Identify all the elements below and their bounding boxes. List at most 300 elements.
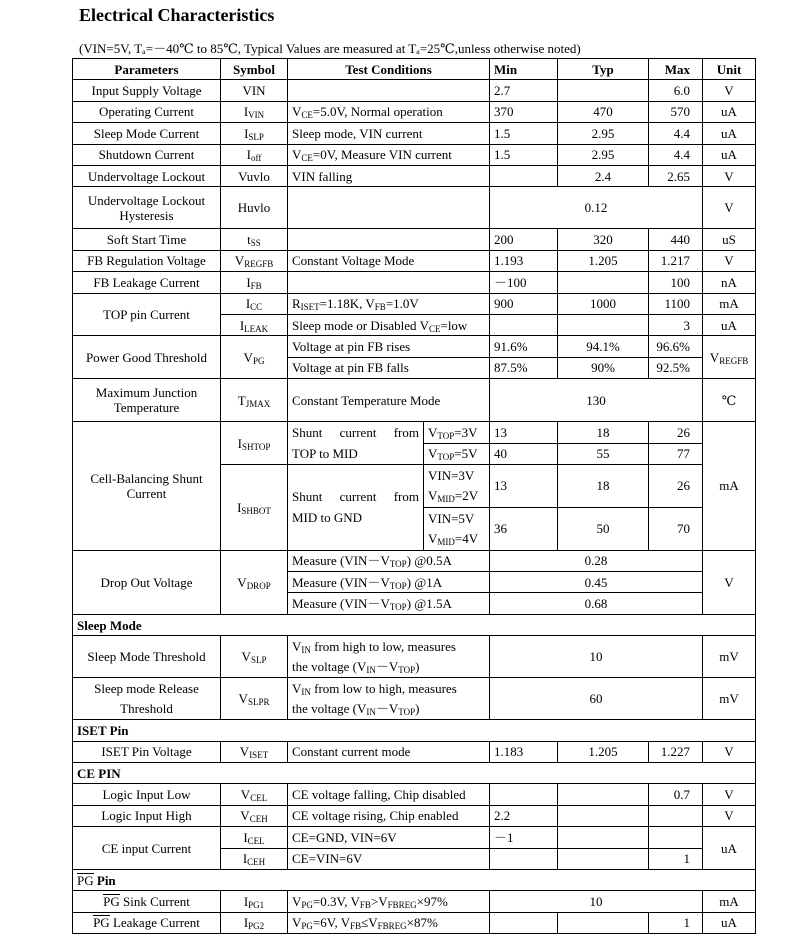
conditions-cell [288, 550, 490, 571]
param-cell: Power Good Threshold [73, 336, 221, 379]
l1 [292, 679, 485, 699]
sym: I [245, 296, 251, 312]
conditions-cell: Constant current mode [288, 741, 490, 762]
symbol-cell [221, 144, 288, 165]
min-cell: 900 [490, 293, 558, 314]
typ-cell [558, 805, 649, 826]
typ-cell [558, 848, 649, 869]
sym-sub: REGFB [244, 259, 274, 270]
param-cell: Undervoltage Lockout [73, 165, 221, 186]
symbol-cell [221, 250, 288, 271]
v-sub: TOP [437, 452, 455, 463]
t: R [292, 296, 301, 312]
b: from high to low, measures [310, 638, 456, 654]
sym: I [246, 147, 251, 163]
v-line [428, 486, 485, 506]
v1: VIN=5V [428, 510, 475, 526]
min-cell: －100 [490, 272, 558, 293]
sym: I [243, 894, 249, 910]
a: V [292, 638, 302, 654]
table-row [73, 827, 756, 848]
typ-cell: 18 [558, 422, 649, 444]
min-cell: 1.183 [490, 741, 558, 762]
table-row [73, 891, 756, 912]
symbol-cell [221, 465, 288, 551]
page-title: Electrical Characteristics [79, 5, 275, 25]
sym-sub: SLP [248, 131, 264, 142]
max-cell: 6.0 [649, 80, 703, 101]
symbol-cell [221, 805, 288, 826]
table-row [73, 187, 756, 229]
sym-sub: SS [250, 238, 261, 249]
max-cell: 3 [649, 314, 703, 335]
pg-overline-label: PG [77, 872, 94, 888]
symbol-cell [221, 379, 288, 422]
c: ) [415, 700, 420, 716]
table-row [73, 912, 756, 933]
header-min: Min [490, 59, 558, 80]
unit-cell: V [703, 250, 756, 271]
conditions-cell [288, 80, 490, 101]
param-cell: FB Regulation Voltage [73, 250, 221, 271]
unit-cell: uA [703, 123, 756, 144]
unit-cell: mV [703, 636, 756, 678]
section-row [73, 869, 756, 890]
unit-cell: uS [703, 229, 756, 250]
test-conditions-note: (VIN=5V, Tₐ=－40℃ to 85℃, Typical Values are measured at Tₐ=25℃,unless otherwise noted) [79, 41, 581, 56]
symbol-cell [221, 784, 288, 805]
b: ) @1.5A [406, 596, 452, 612]
param-cell [73, 379, 221, 422]
typ-cell: 0.68 [490, 593, 703, 614]
sym: V [243, 349, 253, 365]
ts1: PG [301, 900, 313, 911]
min-cell: 1.193 [490, 250, 558, 271]
symbol-cell [221, 741, 288, 762]
a-sub: TOP [389, 580, 407, 591]
sym-sub: CEL [250, 793, 268, 804]
s: IN [366, 664, 376, 675]
symbol-cell [221, 827, 288, 848]
typ-cell: 94.1% [558, 336, 649, 357]
b: from low to high, measures [310, 680, 457, 696]
conditions-cell: Constant Temperature Mode [288, 379, 490, 422]
t2: =6V, V [312, 915, 351, 931]
unit-cell: V [703, 741, 756, 762]
l2 [292, 657, 485, 677]
pg-overline-label: PG [93, 915, 110, 931]
sym: I [237, 435, 242, 451]
sub-condition-cell [424, 443, 490, 465]
sub-condition-cell [424, 465, 490, 508]
symbol-cell [221, 636, 288, 678]
min-cell: 13 [490, 422, 558, 444]
t2: =1.18K, V [319, 296, 375, 312]
sym-sub: CEL [247, 835, 265, 846]
section-iset-pin: ISET Pin [73, 720, 756, 741]
typ-cell: 1.205 [558, 741, 649, 762]
p1: Sleep mode Release [94, 680, 199, 696]
min-cell [490, 848, 558, 869]
max-cell: 1100 [649, 293, 703, 314]
table-row [73, 379, 756, 422]
sym: V [239, 744, 250, 760]
sym-sub: CEH [249, 814, 268, 825]
param-cell [73, 187, 221, 229]
t-sub2: FB [374, 302, 386, 313]
conditions-cell [288, 187, 490, 229]
t1: V [292, 915, 302, 931]
symbol-cell [221, 422, 288, 465]
min-cell [490, 165, 558, 186]
unit-cell: mV [703, 678, 756, 720]
b: －V [375, 700, 399, 716]
symbol-cell [221, 912, 288, 933]
symbol-cell [221, 848, 288, 869]
typ-cell: 1.205 [558, 250, 649, 271]
param-cell: Logic Input High [73, 805, 221, 826]
unit-cell: V [703, 784, 756, 805]
sym: V [240, 808, 250, 824]
sym-sub: CC [250, 302, 263, 313]
sym-sub: PG1 [248, 900, 265, 911]
typ-cell [558, 912, 649, 933]
unit-cell: V [703, 165, 756, 186]
unit-cell: ℃ [703, 379, 756, 422]
v1: VIN=3V [428, 467, 475, 483]
param-cell: TOP pin Current [73, 293, 221, 336]
unit-cell: uA [703, 314, 756, 335]
symbol-cell: Vuvlo [221, 165, 288, 186]
max-cell [649, 805, 703, 826]
sym: I [239, 317, 245, 333]
section-ce-pin: CE PIN [73, 762, 756, 783]
u: V [709, 349, 720, 365]
p2: Current [126, 485, 167, 501]
sym-sub: PG2 [248, 921, 265, 932]
pin-label: Pin [93, 872, 116, 888]
sym: I [243, 104, 249, 120]
v2: =2V [454, 487, 479, 503]
conditions-cell: Sleep mode, VIN current [288, 123, 490, 144]
unit-cell: V [703, 187, 756, 229]
conditions-cell [288, 593, 490, 614]
a: Measure (VIN－V [292, 574, 390, 590]
unit-cell: mA [703, 422, 756, 551]
b: ) @0.5A [406, 553, 452, 569]
sym: V [240, 787, 251, 803]
symbol-cell [221, 101, 288, 122]
table-row [73, 678, 756, 720]
param-cell: Soft Start Time [73, 229, 221, 250]
conditions-cell: VIN falling [288, 165, 490, 186]
min-cell [490, 784, 558, 805]
conditions-cell [288, 144, 490, 165]
p2: Temperature [113, 400, 180, 416]
min-cell: 87.5% [490, 357, 558, 378]
typ-cell: 470 [558, 101, 649, 122]
sym-sub: PG [252, 355, 265, 366]
min-cell: 36 [490, 507, 558, 550]
param-cell: CE input Current [73, 827, 221, 870]
a: the voltage (V [292, 658, 367, 674]
t3: =1.0V [385, 296, 419, 312]
conditions-cell: CE voltage rising, Chip enabled [288, 805, 490, 826]
t: Sleep mode or Disabled V [292, 317, 429, 333]
conditions-cell: Constant Voltage Mode [288, 250, 490, 271]
max-cell: 4.4 [649, 123, 703, 144]
table-row [73, 550, 756, 571]
a: V [292, 680, 302, 696]
symbol-cell [221, 123, 288, 144]
max-cell: 1.227 [649, 741, 703, 762]
max-cell: 1 [649, 912, 703, 933]
t3: ≤V [361, 915, 378, 931]
max-cell: 440 [649, 229, 703, 250]
unit-cell: uA [703, 144, 756, 165]
param-cell [73, 678, 221, 720]
symbol-cell [221, 229, 288, 250]
section-sleep-mode: Sleep Mode [73, 614, 756, 635]
l2 [292, 699, 485, 719]
typ-cell: 0.28 [490, 550, 703, 571]
sym-sub: DROP [246, 580, 271, 591]
header-typ: Typ [558, 59, 649, 80]
param-cell: Logic Input Low [73, 784, 221, 805]
conditions-cell: Voltage at pin FB rises [288, 336, 490, 357]
sym: I [242, 851, 248, 867]
sub-condition-cell [424, 422, 490, 444]
a: Measure (VIN－V [292, 553, 390, 569]
sub-condition-cell [424, 507, 490, 550]
section-row [73, 614, 756, 635]
p1: Undervoltage Lockout [87, 192, 206, 208]
max-cell: 26 [649, 422, 703, 444]
typ-cell: 90% [558, 357, 649, 378]
a-sub: TOP [389, 602, 407, 613]
typ-cell: 0.45 [490, 572, 703, 593]
symbol-cell [221, 891, 288, 912]
max-cell: 4.4 [649, 144, 703, 165]
param-cell: Sleep Mode Threshold [73, 636, 221, 678]
l1 [292, 637, 485, 657]
param-cell: ISET Pin Voltage [73, 741, 221, 762]
ts3: FBREG [377, 921, 407, 932]
max-cell: 77 [649, 443, 703, 465]
s: IN [301, 686, 311, 697]
typ-cell: 18 [558, 465, 649, 508]
t1: Shunt current from [292, 489, 419, 505]
sym: V [238, 691, 248, 707]
conditions-cell [288, 465, 424, 551]
max-cell: 570 [649, 101, 703, 122]
typ-cell: 2.95 [558, 144, 649, 165]
v-sub: MID [437, 536, 455, 547]
typ-cell: 1000 [558, 293, 649, 314]
t-sub: CE [301, 110, 313, 121]
t2: TOP to MID [292, 446, 358, 462]
table-row [73, 293, 756, 314]
t-sub: ISET [300, 302, 320, 313]
table-row [73, 250, 756, 271]
sym: I [237, 499, 242, 515]
a: Measure (VIN－V [292, 596, 390, 612]
table-row [73, 123, 756, 144]
typ-cell: 130 [490, 379, 703, 422]
header-row [73, 59, 756, 80]
table-row [73, 422, 756, 444]
u-sub: REGFB [719, 355, 749, 366]
v: V [428, 424, 438, 440]
sym-sub: VIN [248, 110, 265, 121]
min-cell [490, 912, 558, 933]
param-cell: FB Leakage Current [73, 272, 221, 293]
a-sub: TOP [389, 559, 407, 570]
param-cell [73, 912, 221, 933]
unit-cell: mA [703, 891, 756, 912]
symbol-cell [221, 272, 288, 293]
sym: T [237, 392, 246, 408]
conditions-cell: CE voltage falling, Chip disabled [288, 784, 490, 805]
pb: Sink Current [119, 894, 190, 910]
table-row [73, 741, 756, 762]
sym: I [246, 274, 251, 290]
sym-sub: CEH [247, 857, 266, 868]
conditions-cell [288, 678, 490, 720]
max-cell: 92.5% [649, 357, 703, 378]
unit-cell: uA [703, 101, 756, 122]
header-symbol: Symbol [221, 59, 288, 80]
v2: =3V [454, 424, 478, 440]
v: V [428, 530, 438, 546]
typ-cell: 10 [490, 891, 703, 912]
t1: Shunt current from [292, 425, 419, 441]
typ-cell [558, 827, 649, 848]
min-cell: 370 [490, 101, 558, 122]
c: ) [415, 658, 420, 674]
v-sub: TOP [437, 430, 455, 441]
typ-cell [558, 784, 649, 805]
v2: =5V [454, 446, 478, 462]
conditions-cell [288, 101, 490, 122]
symbol-cell: VIN [221, 80, 288, 101]
sym-sub: off [251, 153, 262, 164]
v: V [428, 446, 438, 462]
sym-sub: FB [250, 280, 262, 291]
min-cell: 2.7 [490, 80, 558, 101]
conditions-cell: CE=VIN=6V [288, 848, 490, 869]
t2: =5.0V, Normal operation [312, 104, 443, 120]
s: IN [366, 706, 376, 717]
max-cell: 2.65 [649, 165, 703, 186]
conditions-cell [288, 314, 490, 335]
symbol-cell [221, 314, 288, 335]
conditions-cell [288, 229, 490, 250]
unit-cell [703, 336, 756, 379]
sym-sub: LEAK [244, 323, 269, 334]
max-cell: 96.6% [649, 336, 703, 357]
t-sub: CE [301, 153, 313, 164]
table-row [73, 784, 756, 805]
conditions-cell [288, 636, 490, 678]
t: V [292, 104, 302, 120]
unit-cell: uA [703, 827, 756, 870]
min-cell: 40 [490, 443, 558, 465]
unit-cell: mA [703, 293, 756, 314]
typ-cell: 320 [558, 229, 649, 250]
conditions-cell [288, 272, 490, 293]
sym-sub: ISET [249, 750, 269, 761]
t-sub: CE [428, 323, 441, 334]
p1: Maximum Junction [95, 385, 198, 401]
section-row [73, 762, 756, 783]
conditions-cell: Voltage at pin FB falls [288, 357, 490, 378]
header-test-conditions: Test Conditions [288, 59, 490, 80]
param-cell [73, 422, 221, 551]
t2: =low [440, 317, 468, 333]
min-cell: －1 [490, 827, 558, 848]
typ-cell [558, 272, 649, 293]
param-cell: Operating Current [73, 101, 221, 122]
min-cell: 91.6% [490, 336, 558, 357]
sym-sub: SHTOP [241, 441, 271, 452]
typ-cell: 2.95 [558, 123, 649, 144]
symbol-cell [221, 550, 288, 614]
table-row [73, 336, 756, 357]
unit-cell: V [703, 80, 756, 101]
pg-overline-label: PG [103, 894, 120, 910]
conditions-cell [288, 293, 490, 314]
p2: Hysteresis [119, 207, 174, 223]
symbol-cell: Huvlo [221, 187, 288, 229]
table-row [73, 101, 756, 122]
typ-cell: 0.12 [490, 187, 703, 229]
symbol-cell [221, 293, 288, 314]
s2: TOP [398, 664, 416, 675]
t1: V [292, 894, 302, 910]
conditions-cell [288, 891, 490, 912]
t4: ×97% [416, 894, 448, 910]
unit-cell: uA [703, 912, 756, 933]
t4: ×87% [406, 915, 438, 931]
t2: MID to GND [292, 510, 363, 526]
sym: V [241, 649, 251, 665]
t2: =0.3V, V [312, 894, 360, 910]
p1: Cell-Balancing Shunt [90, 470, 203, 486]
b: ) @1A [406, 574, 443, 590]
typ-cell: 50 [558, 507, 649, 550]
unit-cell: V [703, 550, 756, 614]
conditions-cell [288, 422, 424, 465]
min-cell: 1.5 [490, 144, 558, 165]
b: －V [375, 658, 399, 674]
table-row [73, 229, 756, 250]
param-cell [73, 891, 221, 912]
sym: t [247, 232, 251, 248]
sym-sub: SHBOT [241, 505, 271, 516]
p2: Threshold [120, 700, 173, 716]
max-cell: 26 [649, 465, 703, 508]
param-cell: Input Supply Voltage [73, 80, 221, 101]
sym: I [243, 829, 248, 845]
a: the voltage (V [292, 700, 367, 716]
ts3: FBREG [387, 900, 417, 911]
min-cell [490, 314, 558, 335]
conditions-cell: CE=GND, VIN=6V [288, 827, 490, 848]
table-row [73, 80, 756, 101]
param-cell: Drop Out Voltage [73, 550, 221, 614]
max-cell: 0.7 [649, 784, 703, 805]
